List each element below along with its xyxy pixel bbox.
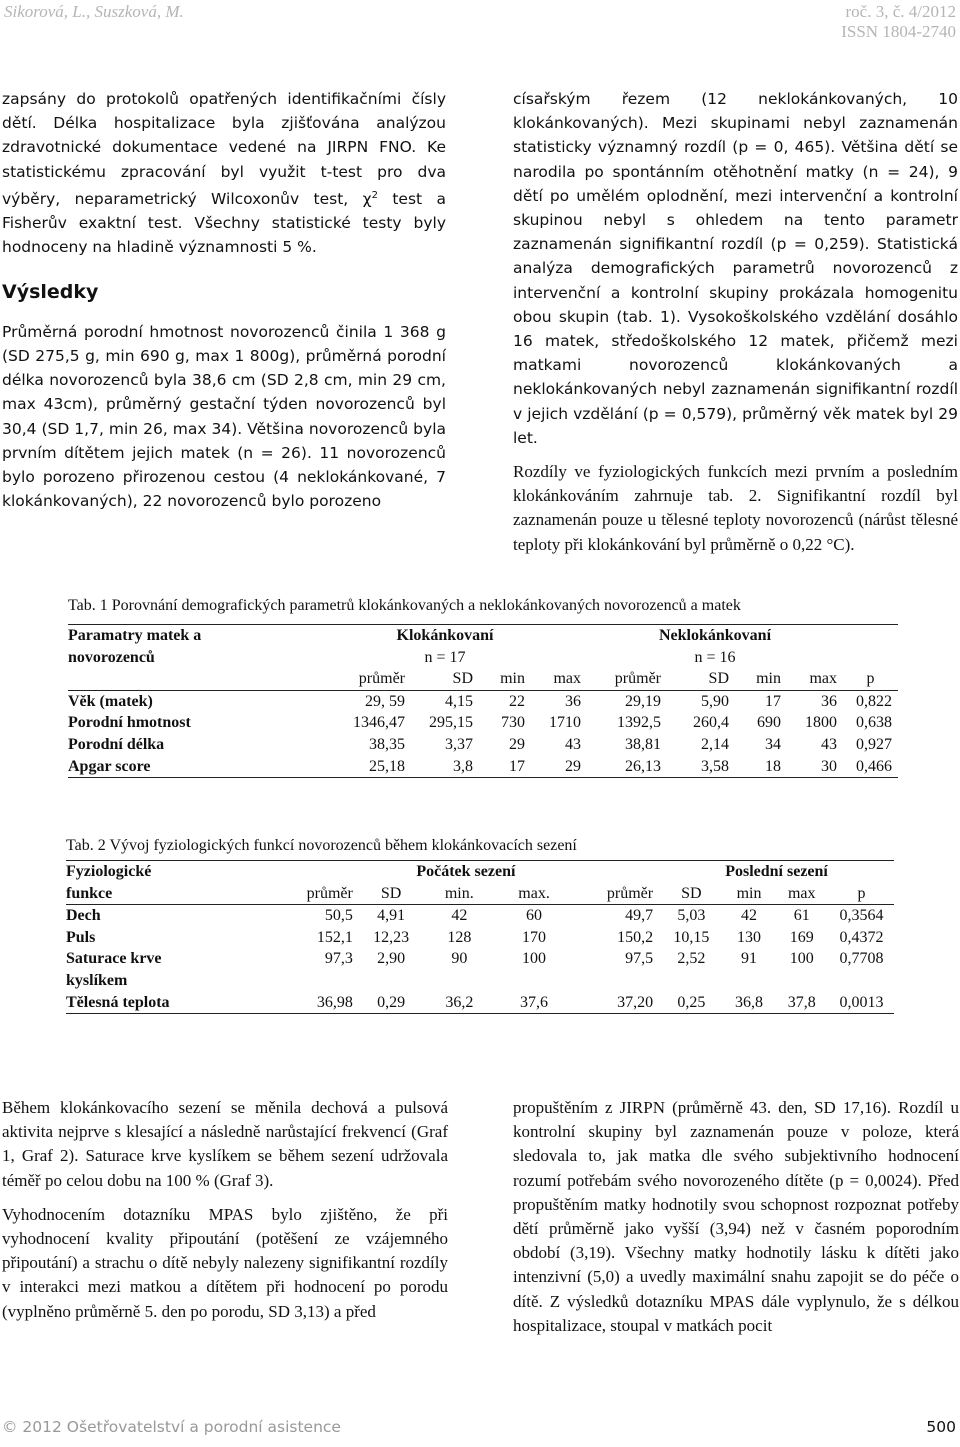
table-row: Puls 152,1 12,23 128 170 150,2 10,15 130 169 0,4372 bbox=[66, 928, 884, 946]
table1-caption: Tab. 1 Porovnání demografických parametrů klokánkovaných a neklokánkovaných novorozenců a matek bbox=[68, 597, 741, 614]
table2-group1: Počátek sezení bbox=[416, 863, 516, 880]
methods-paragraph: zapsány do protokolů opatřených identifikačními čísly dětí. Délka hospitalizace byla zjišťována analýzou zdravotnické dokumentace vedené na JIRPN FNO. Ke statistickému zpracování byl využit t-test pro dva výběry, neparametrický Wilcoxonův test, $\chi^2$ test a Fisherův exaktní test. Všechny statistické testy byly hodnoceny na hladině významnosti 5 %. bbox=[2, 90, 446, 257]
results-paragraph: Průměrná porodní hmotnost novorozenců činila 1 368 g (SD 275,5 g, min 690 g, max 1 800g), průměrná porodní délka novorozenců byla 38,6 cm (SD 2,8 cm, min 29 cm, max 43cm), průměrný gestační týden novorozenců byl 30,4 (SD 1,7, min 26, max 34). Většina novorozenců byla prvním dítětem jejich matek (n = 26). 11 novorozenců bylo porozeno přirozenou cestou (4 neklokánkované, 7 klokánkovaných), 22 novorozenců bylo porozeno bbox=[2, 322, 446, 511]
table2-group2: Poslední sezení bbox=[725, 863, 828, 880]
page-header bbox=[0, 0, 960, 40]
table-row: Dech 50,5 4,91 42 60 49,7 5,03 42 61 0,3564 bbox=[66, 907, 884, 925]
table-row: Věk (matek) 29, 59 4,15 22 36 29,19 5,90 17 36 0,822 bbox=[68, 692, 892, 710]
section-heading: Výsledky bbox=[2, 280, 99, 303]
table2 bbox=[66, 860, 894, 1014]
table1-group1-n: n = 17 bbox=[424, 648, 466, 666]
table2-caption: Tab. 2 Vývoj fyziologických funkcí novorozenců během klokánkovacích sezení bbox=[66, 837, 577, 854]
header-issue: roč. 3, č. 4/2012 bbox=[845, 2, 956, 21]
page-number: 500 bbox=[926, 1418, 956, 1436]
table1-group2-n: n = 16 bbox=[694, 648, 736, 666]
right-column bbox=[513, 87, 958, 557]
table-row: Tělesná teplota 36,98 0,29 36,2 37,6 37,20 0,25 36,8 37,8 0,0013 bbox=[66, 992, 894, 1014]
table1-group2: Neklokánkovaní bbox=[658, 627, 772, 644]
right-paragraph-1: císařským řezem (12 neklokánkovaných, 10 klokánkovaných). Mezi skupinami nebyl zaznamenán statisticky významný rozdíl (p = 0, 465). Většina dětí se narodila po spontánním otěhotnění matky (n = 24), 9 dětí po umělém oplodnění, mezi intervenční a kontrolní skupinou nebyl s ohledem na tento parametr zaznamenán signifikantní rozdíl (p = 0,259). Statistická analýza demografických parametrů novorozenců z intervenční a kontrolní skupiny prokázala homogenitu obou skupin (tab. 1). Vysokoškolského vzdělání dosáhlo 16 matek, středoškolského 12 matek, přičemž mezi matkami novorozenců klokánkovaných a neklokánkovaných nebyl zaznamenán signifikantní rozdíl v jejich vzdělání (p = 0,579), průměrný věk matek byl 29 let. bbox=[513, 90, 958, 447]
bottom-left-paragraph-2: Vyhodnocením dotazníku MPAS bylo zjištěno, že při vyhodnocení kvality připoutání (potěšení ze vzájemného připoutání) a strachu o dítě nebyly nalezeny signifikantní rozdíly v interakci mezi matkou a dítětem při hodnocení po porodu (vyplněno průměrně 5. den po porodu, SD 3,13) a před bbox=[2, 1204, 448, 1321]
bottom-right-paragraph: propuštěním z JIRPN (průměrně 43. den, SD 17,16). Rozdíl u kontrolní skupiny byl zaznamenán pouze v poloze, která sledovala to, jak matka dle svého subjektivního hodnocení rozumí potřebám svého novorozeného dítěte (p = 0,0024). Před propuštěním matky hodnotily svou schopnost rozpoznat potřeby dětí průměrně jako vyšší (3,94) než v časném poporodním období (3,19). Všechny matky hodnotily lásku k dítěti jako intenzivní (5,0) a uvedly maximální snahu zapojit se do péče o dítě. Z výsledků dotazníku MPAS dále vyplynulo, že s délkou hospitalizace, stoupal v matkách pocit bbox=[513, 1098, 959, 1335]
header-authors: Sikorová, L., Suszková, M. bbox=[4, 2, 184, 21]
bottom-left-paragraph-1: Během klokánkovacího sezení se měnila dechová a pulsová aktivita nejprve s klesající a následně narůstající frekvencí (Graf 1, Graf 2). Saturace krve kyslíkem se během sezení udržovala téměř po celou dobu na 100 % (Graf 3). bbox=[2, 1098, 448, 1190]
table1: Paramatry matek a Klokánkovaní Neklokánkovaní novorozenců n = 17 n = 16 průměr SD min max průměr SD min max p Věk (matek) 29, 59 4,15 22 36 29,19 5,90 17 36 0,822 Porodní hmotnost 1346,47 295,15 730 1710 1392,5 260,4 690 1800 0,638 Porodní délka 38,35 3,37 29 43 38,81 2,14 34 43 0,927 Apgar score 25,18 3,8 17 29 26,13 3,58 18 30 0,466 bbox=[68, 624, 898, 778]
footer-copyright: © 2012 Ošetřovatelství a porodní asistence bbox=[2, 1418, 341, 1436]
table-row: Porodní délka 38,35 3,37 29 43 38,81 2,14 34 43 0,927 bbox=[68, 735, 892, 753]
table2-param-header: Fyziologické bbox=[66, 863, 152, 880]
left-column bbox=[2, 87, 446, 513]
right-paragraph-2: Rozdíly ve fyziologických funkcích mezi prvním a posledním klokánkováním zahrnuje tab. 2. Signifikantní rozdíl byl zaznamenán pouze u tělesné teploty novorozenců (nárůst tělesné teploty při klokánkování byl průměrně o 0,22 °C). bbox=[513, 462, 958, 554]
table-row: Porodní hmotnost 1346,47 295,15 730 1710 1392,5 260,4 690 1800 0,638 bbox=[68, 714, 892, 732]
table-row: Apgar score 25,18 3,8 17 29 26,13 3,58 18 30 0,466 bbox=[68, 756, 898, 778]
table2-column-headers: funkce průměr SD min. max. průměr SD min max p bbox=[66, 883, 894, 905]
table1-group1: Klokánkovaní bbox=[396, 627, 494, 644]
table-row: Saturace krve kyslíkem 97,3 2,90 90 100 97,5 2,52 91 100 0,7708 bbox=[66, 950, 884, 989]
bottom-left-column bbox=[2, 1096, 448, 1324]
table1-param-header: Paramatry matek a bbox=[68, 627, 202, 644]
table1-column-headers: průměr SD min max průměr SD min max p bbox=[68, 668, 898, 690]
header-issn: ISSN 1804-2740 bbox=[841, 22, 956, 41]
bottom-right-column bbox=[513, 1096, 959, 1338]
